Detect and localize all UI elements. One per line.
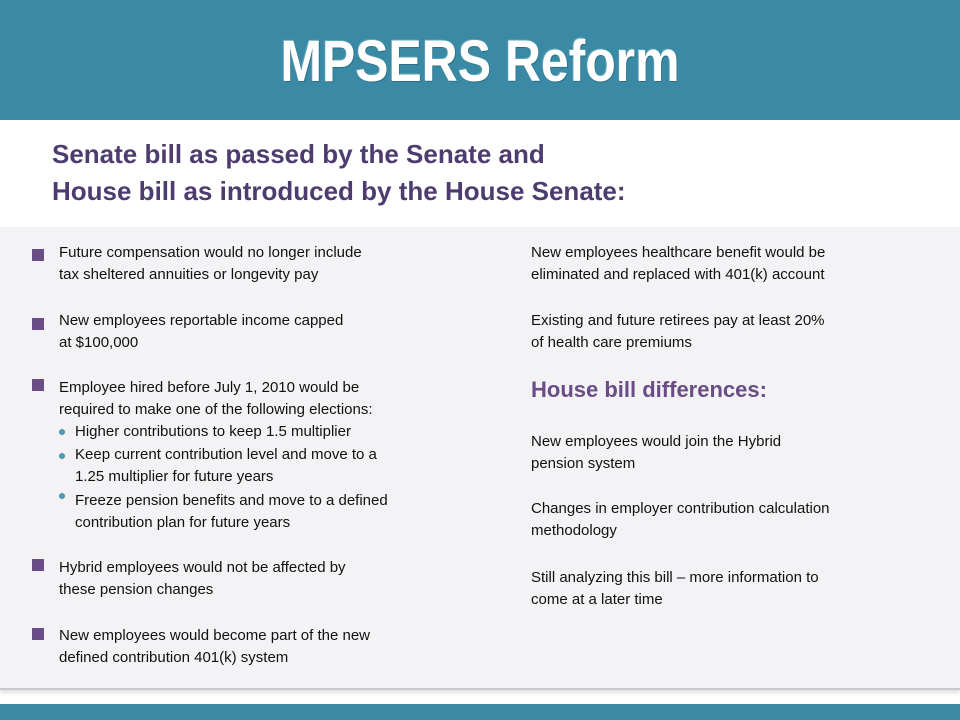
bullet-square-icon bbox=[32, 379, 44, 391]
sub-list-item bbox=[75, 444, 377, 488]
sub-list-item-line: contribution plan for future years bbox=[75, 514, 291, 531]
paragraph-line: of health care premiums bbox=[531, 334, 692, 351]
paragraph-line: come at a later time bbox=[531, 591, 663, 608]
section-heading: House bill differences: bbox=[531, 377, 767, 402]
list-item bbox=[59, 557, 346, 601]
bullet-dot-icon bbox=[59, 493, 65, 499]
list-item bbox=[59, 242, 362, 286]
paragraph bbox=[531, 567, 819, 611]
sub-list-item-line: 1.25 multiplier for future years bbox=[75, 468, 274, 485]
list-item-line: New employees would become part of the new bbox=[59, 627, 371, 644]
bullet-dot-icon bbox=[59, 429, 65, 435]
paragraph-line: pension system bbox=[531, 455, 636, 472]
slide-subtitle bbox=[52, 136, 932, 210]
bullet-dot-icon bbox=[59, 453, 65, 459]
paragraph-line: Changes in employer contribution calculation bbox=[531, 500, 830, 517]
list-item-line: these pension changes bbox=[59, 581, 214, 598]
paragraph-line: Still analyzing this bill – more information to bbox=[531, 569, 819, 586]
list-item-line: New employees reportable income capped bbox=[59, 312, 344, 329]
bullet-square-icon bbox=[32, 559, 44, 571]
paragraph-line: New employees would join the Hybrid bbox=[531, 433, 782, 450]
paragraph-line: eliminated and replaced with 401(k) account bbox=[531, 266, 825, 283]
list-item-line: tax sheltered annuities or longevity pay bbox=[59, 266, 319, 283]
bullet-square-icon bbox=[32, 628, 44, 640]
paragraph bbox=[531, 498, 830, 542]
subtitle-line-1: Senate bill as passed by the Senate and bbox=[52, 139, 545, 169]
sub-list-item-line: Keep current contribution level and move to a bbox=[75, 446, 377, 463]
paragraph bbox=[531, 242, 825, 286]
sub-list-item bbox=[75, 490, 388, 534]
slide-title: MPSERS Reform bbox=[280, 29, 680, 94]
paragraph bbox=[531, 310, 825, 354]
paragraph-line: Existing and future retirees pay at least 20% bbox=[531, 312, 825, 329]
paragraph-line: methodology bbox=[531, 522, 617, 539]
list-item-line: at $100,000 bbox=[59, 334, 139, 351]
bullet-square-icon bbox=[32, 249, 44, 261]
sub-list-item-line: Higher contributions to keep 1.5 multiplier bbox=[75, 423, 351, 440]
subtitle-line-2: House bill as introduced by the House Senate: bbox=[52, 176, 626, 206]
list-item bbox=[59, 310, 343, 354]
paragraph bbox=[531, 431, 781, 475]
list-item-line: Future compensation would no longer include bbox=[59, 244, 362, 261]
sub-list-item bbox=[75, 421, 351, 443]
paragraph-line: New employees healthcare benefit would be bbox=[531, 244, 826, 261]
list-item-line: Employee hired before July 1, 2010 would be bbox=[59, 379, 360, 396]
bullet-square-icon bbox=[32, 318, 44, 330]
list-item bbox=[59, 625, 370, 669]
list-item-line: required to make one of the following elections: bbox=[59, 401, 373, 418]
sub-list-item-line: Freeze pension benefits and move to a defined bbox=[75, 492, 388, 509]
list-item-line: defined contribution 401(k) system bbox=[59, 649, 289, 666]
footer-bar bbox=[0, 704, 960, 720]
list-item bbox=[59, 377, 373, 421]
list-item-line: Hybrid employees would not be affected by bbox=[59, 559, 346, 576]
